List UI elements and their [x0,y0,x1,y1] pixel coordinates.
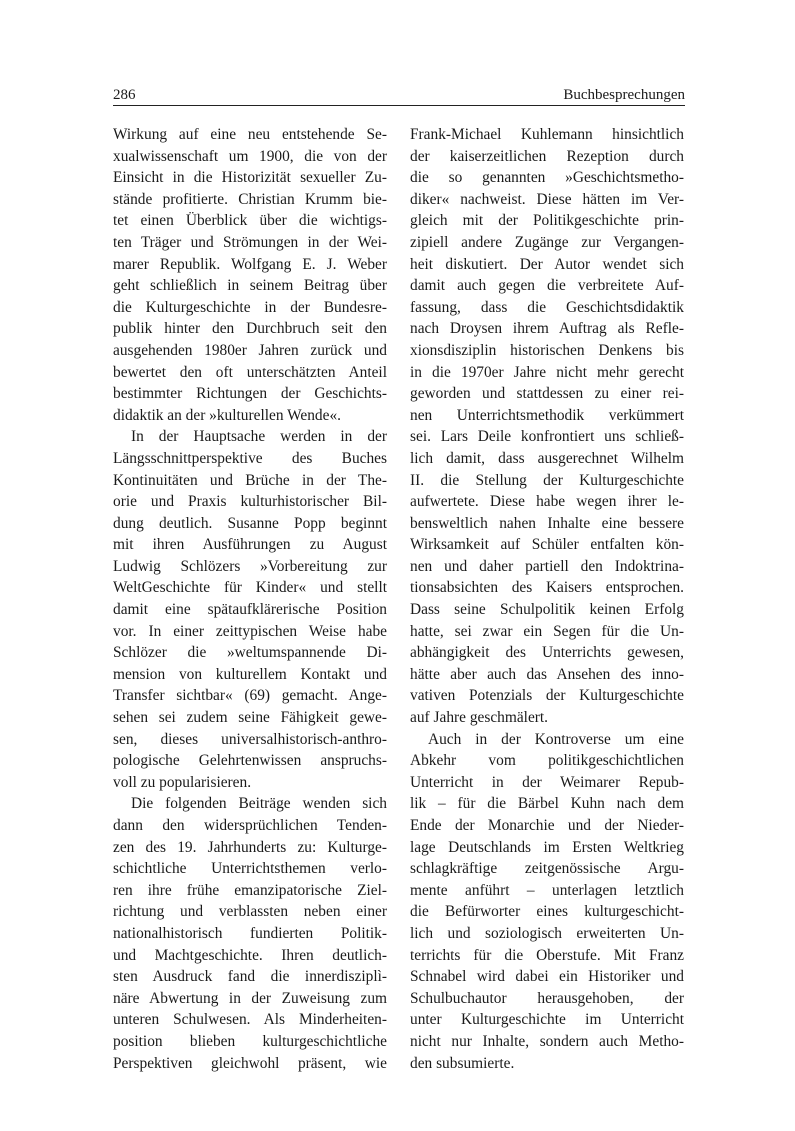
text-line: Schlözer die »weltumspannende Di- [113,644,387,662]
text-line: den subsumierte. [410,1054,515,1072]
text-line: fassung, dass die Geschichtsdidaktik [410,298,684,316]
text-line: damit eine spätaufklärerische Position [113,601,387,619]
text-line: Frank-Michael Kuhlemann hinsichtlich [410,126,684,143]
text-line: auf Jahre geschmälert. [410,709,549,727]
running-header [113,86,685,104]
text-line: Längsschnittperspektive des Buches [113,449,387,467]
text-line: Schnabel wird dabei ein Historiker und [410,968,684,986]
page-number: 286 [113,87,136,103]
text-line: hatte, sei zwar ein Segen für die Un- [410,622,684,640]
text-line: unter Kulturgeschichte im Unterricht [410,1011,684,1029]
text-line: hätte aber auch das Ansehen des inno- [410,665,684,683]
text-line: Transfer sichtbar« (69) gemacht. Ange- [113,687,387,705]
text-line: position blieben kulturgeschichtliche [113,1032,387,1050]
text-line: sen, dieses universalhistorisch-anthro- [113,730,387,748]
text-line: ren ihre frühe emanzipatorische Ziel- [113,881,387,899]
text-line: ten Träger und Strömungen in der Wei- [113,233,387,251]
text-line: die so genannten »Geschichtsmetho- [410,169,684,187]
text-line: tionsabsichten des Kaisers entsprochen. [410,579,684,597]
text-line: Schulbuchautor herausgehoben, der [410,989,684,1007]
text-line: Perspektiven gleichwohl präsent, wie [113,1054,387,1072]
text-line: die Kulturgeschichte in der Bundesre- [113,298,387,316]
text-line: zen des 19. Jahrhunderts zu: Kulturge- [113,838,387,856]
text-line: lik – für die Bärbel Kuhn nach dem [410,795,684,813]
text-line: pologische Gelehrtenwissen anspruchs- [113,752,387,770]
text-line: aufwertete. Diese habe wegen ihrer le- [410,493,684,511]
text-line: Einsicht in die Historizität sexueller Zu- [113,169,387,187]
text-line: Abkehr vom politikgeschichtlichen [410,752,684,770]
text-line: und Machtgeschichte. Ihren deutlich- [113,946,387,964]
text-line: nicht nur Inhalte, sondern auch Metho- [410,1032,684,1050]
text-line: abhängigkeit des Unterrichts gewesen, [410,644,684,662]
text-line: heit diskutiert. Der Autor wendet sich [410,255,684,273]
text-line: voll zu popularisieren. [113,773,252,791]
text-line: vor. In einer zeittypischen Weise habe [113,622,387,640]
text-line: diker« nachweist. Diese hätten im Ver- [410,190,684,208]
text-line: die Befürworter eines kulturgeschicht- [410,903,684,921]
text-line: publik hinter den Durchbruch seit den [113,320,387,338]
text-line: bestimmter Richtungen der Geschichts- [113,385,387,403]
text-line: mente anführt – unterlagen letztlich [410,881,684,899]
text-line: Ende der Monarchie und der Nieder- [410,817,684,834]
text-line: sten Ausdruck fand die innerdisziplì- [113,968,387,986]
text-line: marer Republik. Wolfgang E. J. Weber [113,255,387,273]
text-line: Die folgenden Beiträge wenden sich [131,795,387,813]
text-line: Wirksamkeit auf Schüler entfalten kön- [410,536,684,554]
text-line: xualwissenschaft um 1900, die von der [113,147,387,165]
text-line: geht schließlich in seinem Beitrag über [113,277,387,295]
text-line: orie und Praxis kulturhistorischer Bil- [113,493,387,511]
text-line: Ludwig Schlözers »Vorbereitung zur [113,557,387,575]
text-line: stände profitierte. Christian Krumm bie- [113,190,387,208]
text-line: dann den widersprüchlichen Tenden- [113,817,387,834]
text-line: zipiell andere Zugänge zur Vergangen- [410,233,684,251]
text-line: xionsdisziplin historischen Denkens bis [410,341,684,359]
text-line: lich und soziologisch erweiterten Un- [410,924,684,942]
text-line: unteren Schulwesen. Als Minderheiten- [113,1011,387,1029]
text-line: nen und daher partiell den Indoktrina- [410,557,684,575]
text-line: richtung und verblassten neben einer [113,903,387,921]
text-line: Unterricht in der Weimarer Repub- [410,773,684,791]
text-line: Auch in der Kontroverse um eine [428,730,684,748]
left-text-column [113,124,387,1074]
right-text-column [410,124,684,1074]
text-line: tet einen Überblick über die wichtigs- [113,212,387,230]
text-line: sei. Lars Deile konfrontiert uns schließ- [410,428,684,446]
text-line: terrichts für die Oberstufe. Mit Franz [410,946,684,964]
text-line: bensweltlich nahen Inhalte eine bessere [410,514,684,532]
text-line: damit auch gegen die verbreitete Auf- [410,277,684,295]
text-line: geworden und stattdessen zu einer rei- [410,385,684,403]
text-line: gleich mit der Politikgeschichte prin- [410,212,684,230]
text-line: nen Unterrichtsmethodik verkümmert [410,406,684,424]
text-line: ausgehenden 1980er Jahren zurück und [113,341,387,359]
text-line: schlagkräftige zeitgenössische Argu- [410,860,684,878]
text-line: Wirkung auf eine neu entstehende Se- [113,126,387,143]
text-line: sehen sei zudem seine Fähigkeit gewe- [113,709,387,727]
text-line: lich damit, dass ausgerechnet Wilhelm [410,449,684,467]
text-line: mit ihren Ausführungen zu August [113,536,387,554]
running-title: Buchbesprechungen [563,87,685,103]
text-line: Dass seine Schulpolitik keinen Erfolg [410,601,684,619]
text-line: bewertet den oft unterschätzten Anteil [113,363,387,381]
text-line: In der Hauptsache werden in der [131,428,387,446]
text-line: II. die Stellung der Kulturgeschichte [410,471,684,489]
text-line: nationalhistorisch fundierten Politik- [113,924,387,942]
text-line: lage Deutschlands im Ersten Weltkrieg [410,838,684,856]
text-line: WeltGeschichte für Kinder« und stellt [113,579,387,597]
text-line: dung deutlich. Susanne Popp beginnt [113,514,387,532]
text-line: näre Abwertung in der Zuweisung zum [113,989,387,1007]
text-line: vativen Potenzials der Kulturgeschichte [410,687,684,705]
text-line: didaktik an der »kulturellen Wende«. [113,406,341,424]
text-line: mension von kulturellem Kontakt und [113,665,387,683]
header-rule [113,105,685,106]
text-line: schichtliche Unterrichtsthemen verlo- [113,860,387,878]
text-line: Kontinuitäten und Brüche in der The- [113,471,387,489]
text-line: nach Droysen ihrem Auftrag als Refle- [410,320,684,338]
text-line: in die 1970er Jahre nicht mehr gerecht [410,363,684,381]
text-line: der kaiserzeitlichen Rezeption durch [410,147,684,165]
